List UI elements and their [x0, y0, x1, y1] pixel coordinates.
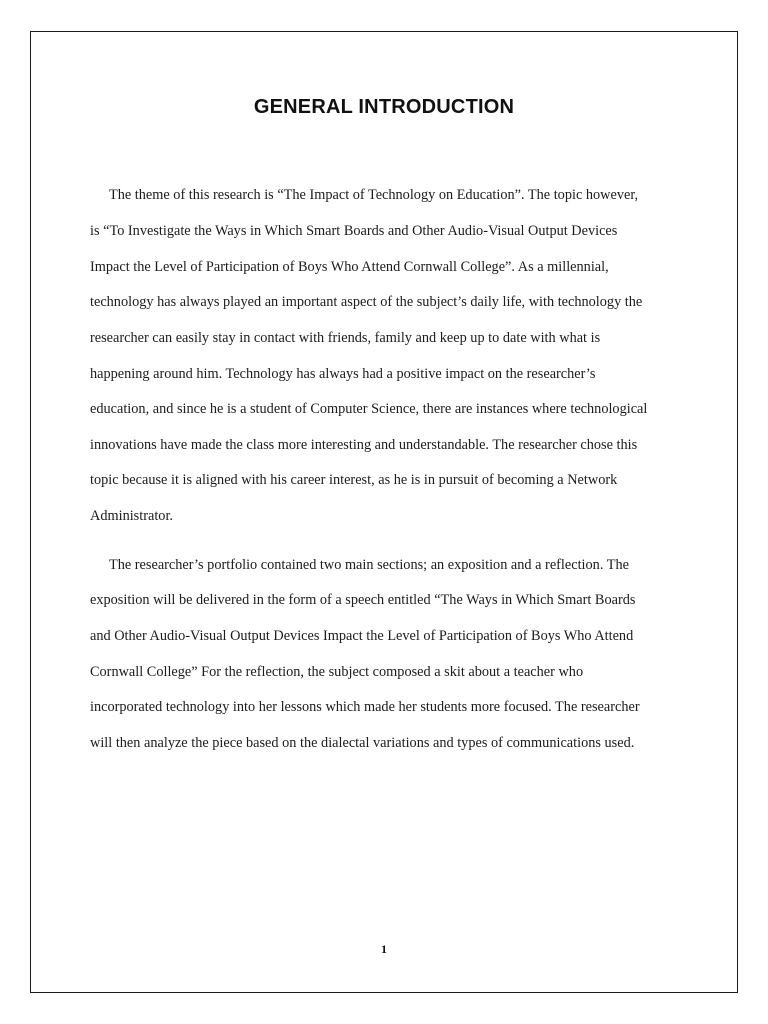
paragraph-1-line-1: The theme of this research is “The Impact of Technology on Education”. The topic however,: [109, 187, 639, 203]
paragraph-2-line-5: incorporated technology into her lessons which made her students more focused. The researcher: [90, 699, 640, 715]
paragraph-2-line-2: exposition will be delivered in the form of a speech entitled “The Ways in Which Smart Boards: [90, 592, 636, 608]
paragraph-1-line-4: technology has always played an important aspect of the subject’s daily life, with technology the: [90, 294, 643, 310]
paragraph-2-line-4: Cornwall College” For the reflection, the subject composed a skit about a teacher who: [90, 664, 584, 680]
paragraph-1-line-5: researcher can easily stay in contact with friends, family and keep up to date with what is: [90, 330, 601, 346]
paragraph-1-line-7: education, and since he is a student of Computer Science, there are instances where technological: [90, 401, 648, 417]
document-title: GENERAL INTRODUCTION: [253, 96, 515, 118]
paragraph-2-line-3: and Other Audio-Visual Output Devices Impact the Level of Participation of Boys Who Attend: [90, 628, 634, 644]
paragraph-2-line-6: will then analyze the piece based on the dialectal variations and types of communications used.: [90, 735, 635, 751]
page-number: 1: [381, 942, 387, 956]
paragraph-1-line-10: Administrator.: [90, 508, 173, 524]
paragraph-1-line-9: topic because it is aligned with his career interest, as he is in pursuit of becoming a Network: [90, 472, 618, 488]
paragraph-1-line-2: is “To Investigate the Ways in Which Smart Boards and Other Audio-Visual Output Devices: [90, 223, 618, 239]
paragraph-1-line-8: innovations have made the class more interesting and understandable. The researcher chose this: [90, 437, 638, 453]
paragraph-1-line-3: Impact the Level of Participation of Boys Who Attend Cornwall College”. As a millennial,: [90, 259, 609, 275]
paragraph-1-line-6: happening around him. Technology has always had a positive impact on the researcher’s: [90, 366, 596, 382]
paragraph-2-line-1: The researcher’s portfolio contained two main sections; an exposition and a reflection. The: [109, 557, 629, 573]
